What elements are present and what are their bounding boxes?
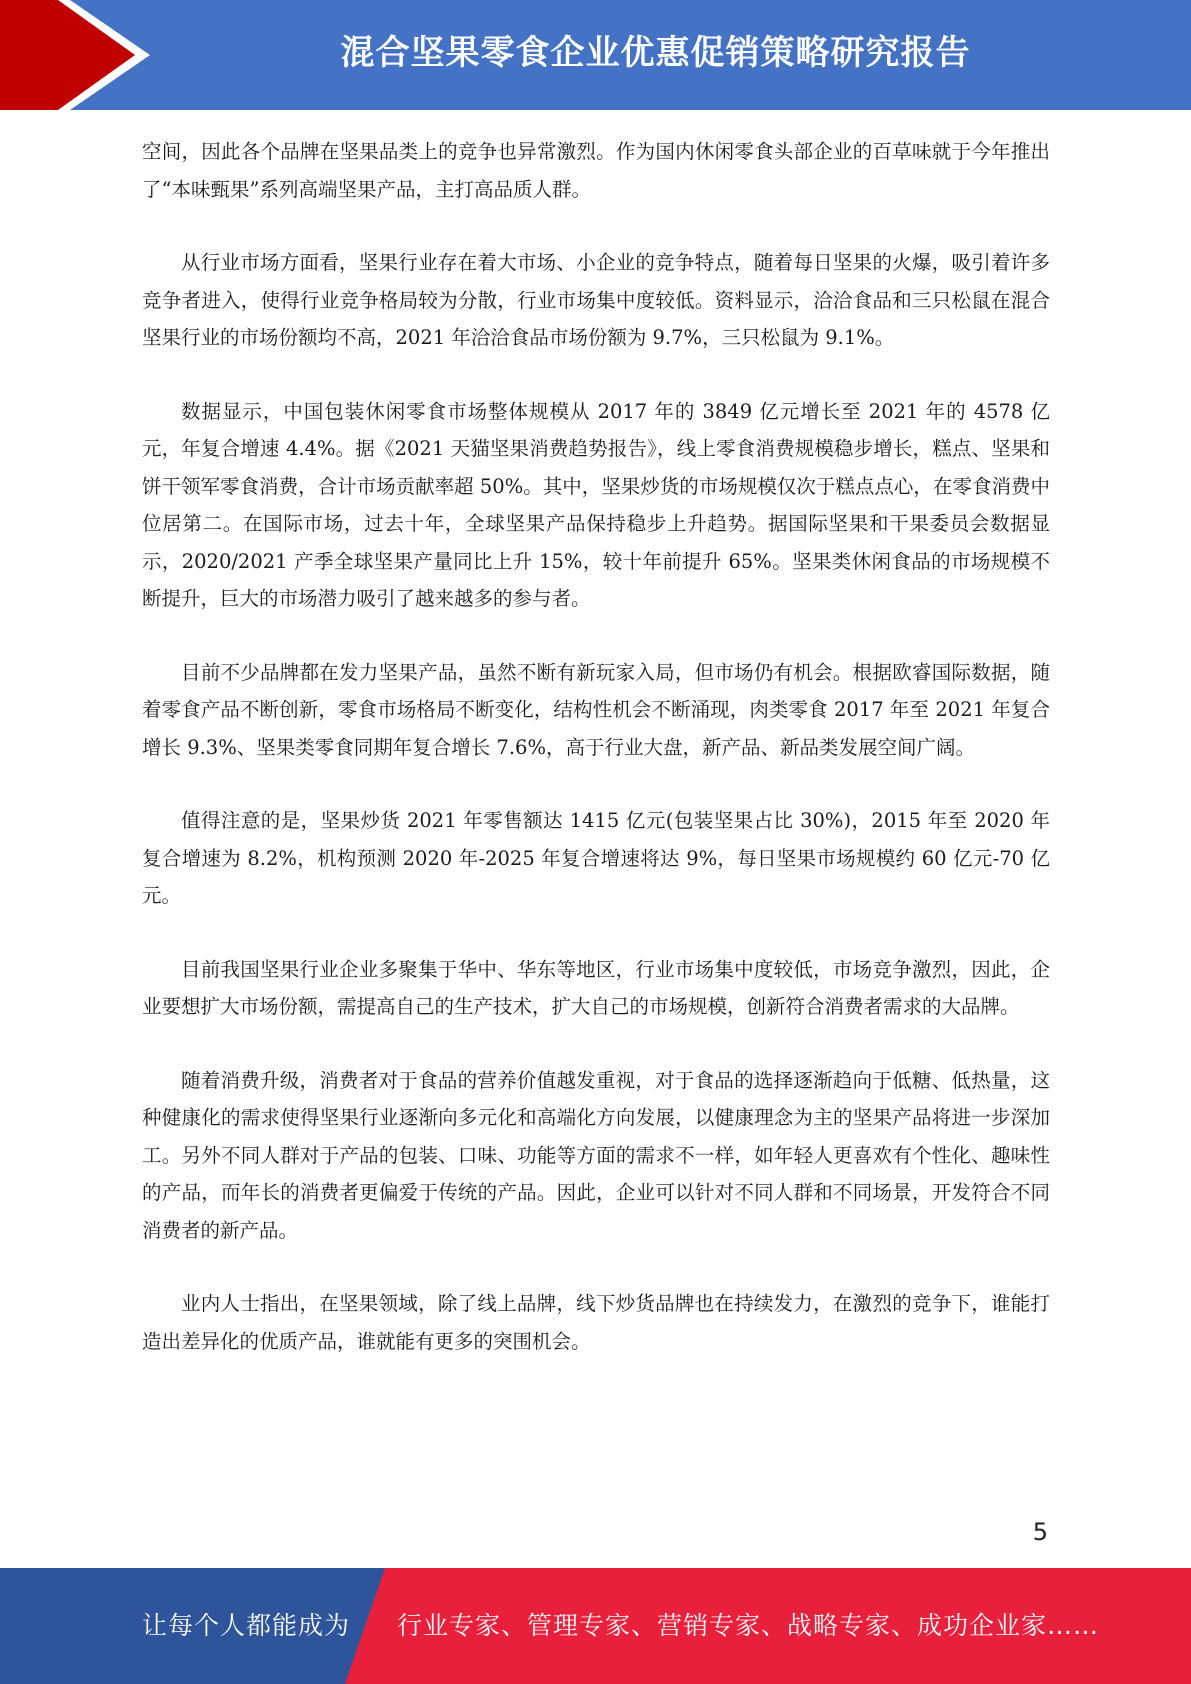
page-number: 5	[1032, 1518, 1048, 1546]
header-arrow-decoration	[0, 0, 150, 110]
paragraph: 数据显示，中国包装休闲零食市场整体规模从 2017 年的 3849 亿元增长至 2021 年的 4578 亿元，年复合增速 4.4%。据《2021 天猫坚果消费趋势报告》，线上零食消费规模稳步增长，糕点、坚果和饼干领军零食消费，合计市场贡献率超 50%。其中，坚果炒货的市场规模仅次于糕点点心，在零食消费中位居第二。在国际市场，过去十年，全球坚果产品保持稳步上升趋势。据国际坚果和干果委员会数据显示，2020/2021 产季全球坚果产量同比上升 15%，较十年前提升 65%。坚果类休闲食品的市场规模不断提升，巨大的市场潜力吸引了越来越多的参与者。	[142, 399, 1050, 610]
footer-slogan-left: 让每个人都能成为	[142, 1611, 351, 1640]
paragraph: 从行业市场方面看，坚果行业存在着大市场、小企业的竞争特点，随着每日坚果的火爆，吸引着许多竞争者进入，使得行业竞争格局较为分散，行业市场集中度较低。资料显示，洽洽食品和三只松鼠在混合坚果行业的市场份额均不高，2021 年洽洽食品市场份额为 9.7%，三只松鼠为 9.1%。	[142, 251, 1050, 349]
paragraph: 空间，因此各个品牌在坚果品类上的竞争也异常激烈。作为国内休闲零食头部企业的百草味就于今年推出了“本味甄果”系列高端坚果产品，主打高品质人群。	[142, 140, 1050, 201]
footer-slogan-right: 行业专家、管理专家、营销专家、战略专家、成功企业家……	[397, 1611, 1100, 1640]
paragraph: 业内人士指出，在坚果领域，除了线上品牌，线下炒货品牌也在持续发力，在激烈的竞争下，谁能打造出差异化的优质产品，谁就能有更多的突围机会。	[142, 1292, 1050, 1353]
page-footer	[0, 1568, 1191, 1684]
report-title: 混合坚果零食企业优惠促销策略研究报告	[340, 33, 971, 73]
page-header	[0, 0, 1191, 110]
report-body	[142, 133, 1050, 1396]
paragraph: 目前我国坚果行业企业多聚集于华中、华东等地区，行业市场集中度较低，市场竞争激烈，因此，企业要想扩大市场份额，需提高自己的生产技术，扩大自己的市场规模，创新符合消费者需求的大品牌。	[142, 957, 1050, 1018]
paragraph: 目前不少品牌都在发力坚果产品，虽然不断有新玩家入局，但市场仍有机会。根据欧睿国际数据，随着零食产品不断创新，零食市场格局不断变化，结构性机会不断涌现，肉类零食 2017 年至 2021 年复合增长 9.3%、坚果类零食同期年复合增长 7.6%，高于行业大盘，新产品、新品类发展空间广阔。	[142, 660, 1050, 759]
paragraph: 值得注意的是，坚果炒货 2021 年零售额达 1415 亿元(包装坚果占比 30%)，2015 年至 2020 年复合增速为 8.2%，机构预测 2020 年-2025 年复合增速将达 9%，每日坚果市场规模约 60 亿元-70 亿元。	[142, 809, 1050, 907]
paragraph: 随着消费升级，消费者对于食品的营养价值越发重视，对于食品的选择逐渐趋向于低糖、低热量，这种健康化的需求使得坚果行业逐渐向多元化和高端化方向发展，以健康理念为主的坚果产品将进一步深加工。另外不同人群对于产品的包装、口味、功能等方面的需求不一样，如年轻人更喜欢有个性化、趣味性的产品，而年长的消费者更偏爱于传统的产品。因此，企业可以针对不同人群和不同场景，开发符合不同消费者的新产品。	[142, 1068, 1050, 1242]
